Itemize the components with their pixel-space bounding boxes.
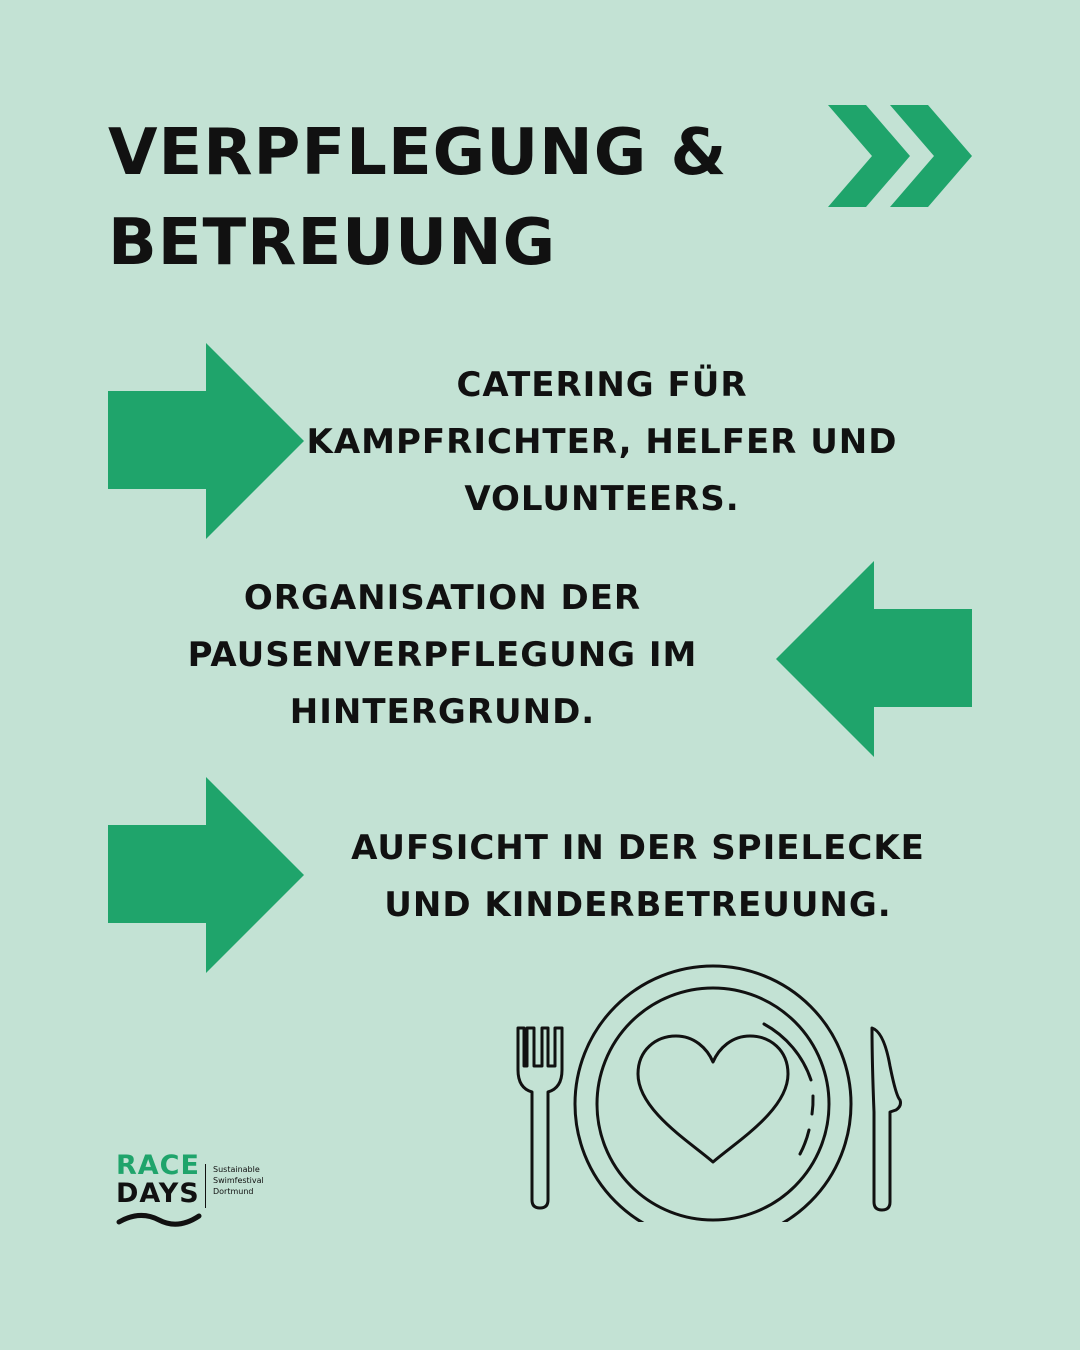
logo-tagline xyxy=(213,1164,264,1197)
heart-icon xyxy=(638,1036,788,1162)
item-1-line-1: CATERING FÜR xyxy=(456,365,748,405)
page-title xyxy=(108,108,727,288)
knife-icon xyxy=(872,1028,901,1210)
plate-fork-knife-heart-icon xyxy=(510,962,910,1222)
arrow-left-icon xyxy=(776,561,972,757)
logo-word-race: RACE xyxy=(116,1150,200,1181)
logo-tagline-3: Dortmund xyxy=(213,1187,254,1196)
logo-word-days: DAYS xyxy=(116,1178,200,1209)
arrow-right-icon xyxy=(108,343,304,539)
wave-icon xyxy=(116,1210,202,1230)
item-2-line-1: ORGANISATION DER xyxy=(243,578,642,618)
fork-icon xyxy=(518,1028,562,1208)
item-1-line-2: KAMPFRICHTER, HELFER UND xyxy=(306,422,898,462)
list-item-aufsicht xyxy=(318,820,958,934)
logo-tagline-2: Swimfestival xyxy=(213,1176,264,1185)
logo-tagline-1: Sustainable xyxy=(213,1165,260,1174)
item-1-line-3: VOLUNTEERS. xyxy=(464,479,740,519)
arrow-right-icon xyxy=(108,777,304,973)
list-item-catering xyxy=(302,357,902,528)
item-2-line-2: PAUSENVERPFLEGUNG IM xyxy=(187,635,698,675)
title-line-2: BETREUUNG xyxy=(108,206,557,280)
item-2-line-3: HINTERGRUND. xyxy=(289,692,596,732)
list-item-organisation xyxy=(160,570,725,741)
item-3-line-2: UND KINDERBETREUUNG. xyxy=(384,885,892,925)
title-line-1: VERPFLEGUNG & xyxy=(108,116,728,190)
race-days-logo xyxy=(116,1150,276,1235)
double-chevron-right-icon xyxy=(828,105,974,207)
plate-icon xyxy=(575,966,851,1222)
item-3-line-1: AUFSICHT IN DER SPIELECKE xyxy=(351,828,925,868)
logo-divider xyxy=(205,1164,206,1208)
